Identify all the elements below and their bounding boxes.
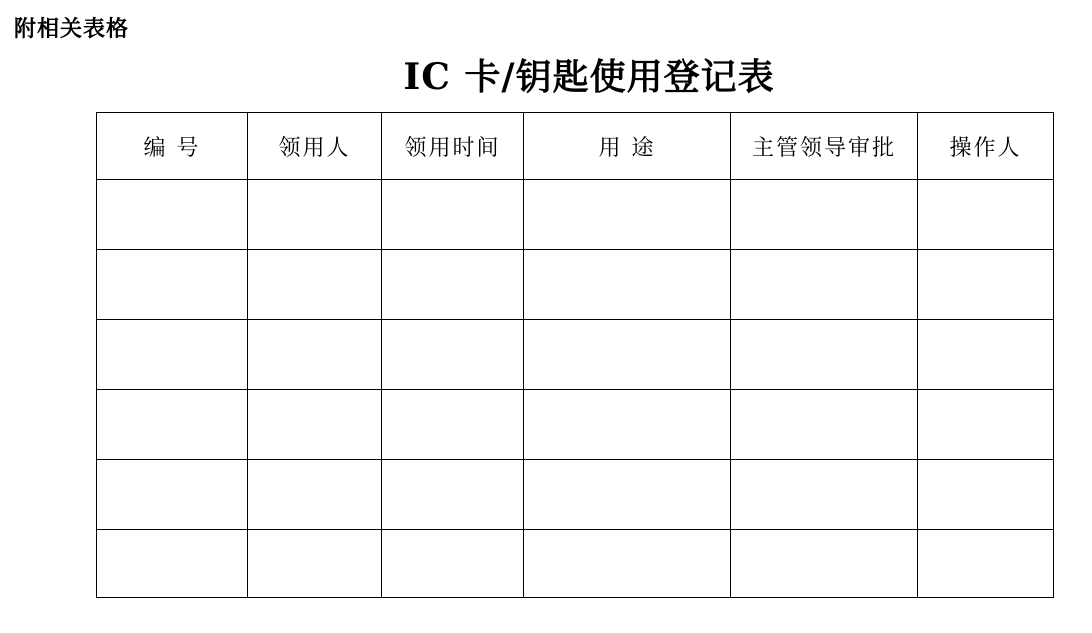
table-cell <box>248 530 382 598</box>
table-cell <box>731 180 918 250</box>
table-cell <box>731 530 918 598</box>
table-cell <box>248 180 382 250</box>
table-cell <box>918 460 1054 530</box>
table-row <box>97 320 1054 390</box>
table-cell <box>524 460 731 530</box>
table-cell <box>97 390 248 460</box>
table-cell <box>731 460 918 530</box>
table-cell <box>731 320 918 390</box>
table-cell <box>248 460 382 530</box>
table-cell <box>918 180 1054 250</box>
table-cell <box>918 320 1054 390</box>
table-cell <box>918 530 1054 598</box>
registration-table <box>96 112 1054 598</box>
table-cell <box>248 320 382 390</box>
column-header-pickup-time: 领用时间 <box>382 113 524 180</box>
column-header-recipient: 领用人 <box>248 113 382 180</box>
column-header-supervisor-approval: 主管领导审批 <box>731 113 918 180</box>
table-row <box>97 460 1054 530</box>
table-cell <box>382 460 524 530</box>
table-cell <box>248 250 382 320</box>
column-header-number: 编 号 <box>97 113 248 180</box>
table-row <box>97 180 1054 250</box>
table-cell <box>382 530 524 598</box>
table-row <box>97 530 1054 598</box>
table-body <box>97 180 1054 598</box>
table-cell <box>524 180 731 250</box>
attachment-section-label: 附相关表格 <box>14 16 130 41</box>
table-cell <box>97 250 248 320</box>
table-cell <box>382 250 524 320</box>
column-header-purpose: 用 途 <box>524 113 731 180</box>
table-cell <box>731 390 918 460</box>
table-cell <box>524 390 731 460</box>
table-cell <box>731 250 918 320</box>
table-cell <box>524 530 731 598</box>
table-cell <box>382 320 524 390</box>
table-row <box>97 390 1054 460</box>
table-cell <box>382 180 524 250</box>
table-cell <box>97 530 248 598</box>
table-cell <box>382 390 524 460</box>
table-cell <box>97 320 248 390</box>
table-cell <box>918 390 1054 460</box>
table-cell <box>97 180 248 250</box>
table-cell <box>524 320 731 390</box>
table-cell <box>918 250 1054 320</box>
table-row <box>97 250 1054 320</box>
table-header-row <box>97 113 1054 180</box>
table-cell <box>97 460 248 530</box>
table-cell <box>248 390 382 460</box>
column-header-operator: 操作人 <box>918 113 1054 180</box>
form-title: IC 卡/钥匙使用登记表 <box>403 56 775 98</box>
table-cell <box>524 250 731 320</box>
